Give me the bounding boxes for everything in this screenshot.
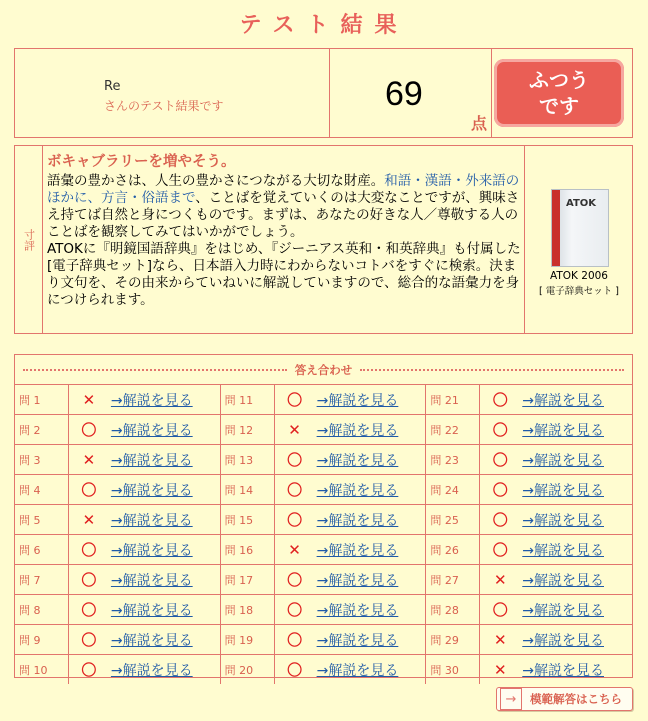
question-number: 問 19 <box>221 625 275 654</box>
question-number: 問 21 <box>426 385 480 414</box>
correct-mark-icon: 〇 <box>287 631 303 649</box>
incorrect-mark-icon: ✕ <box>493 660 507 679</box>
answer-cell <box>275 445 427 474</box>
explanation-link[interactable]: →解説を見る <box>110 542 193 559</box>
incorrect-mark-icon: ✕ <box>493 570 507 589</box>
product-box-logo: ATOK <box>566 198 597 209</box>
answer-cell <box>69 385 221 414</box>
answer-cell <box>480 475 632 504</box>
table-row <box>15 625 632 655</box>
answer-cell <box>275 595 427 624</box>
question-number: 問 13 <box>221 445 275 474</box>
answers-header-label: 答え合わせ <box>294 362 353 377</box>
incorrect-mark-icon: ✕ <box>82 390 96 409</box>
incorrect-mark-icon: ✕ <box>288 540 301 559</box>
correct-mark-icon: 〇 <box>492 601 508 619</box>
answer-cell <box>69 505 221 534</box>
correct-mark-icon: 〇 <box>81 571 97 589</box>
table-row <box>15 445 632 475</box>
explanation-link[interactable]: →解説を見る <box>110 392 193 409</box>
table-row <box>15 655 632 684</box>
comment-heading: ボキャブラリーを増やそう。 <box>47 154 236 170</box>
table-row <box>15 595 632 625</box>
score-area <box>329 49 492 137</box>
answer-cell <box>275 415 427 444</box>
incorrect-mark-icon: ✕ <box>82 510 96 529</box>
comment-text-part: 語彙の豊かさは、人生の豊かさにつながる大切な財産。 <box>47 173 385 189</box>
answer-cell <box>480 415 632 444</box>
correct-mark-icon: 〇 <box>81 601 97 619</box>
explanation-link[interactable]: →解説を見る <box>110 602 193 619</box>
answer-cell <box>69 595 221 624</box>
explanation-link[interactable]: →解説を見る <box>316 542 399 559</box>
explanation-link[interactable]: →解説を見る <box>316 422 399 439</box>
explanation-link[interactable]: →解説を見る <box>522 422 604 439</box>
result-panel <box>14 48 633 138</box>
header-divider-right <box>360 369 624 371</box>
answer-cell <box>69 415 221 444</box>
question-number: 問 7 <box>15 565 69 594</box>
user-result-caption: さんのテスト結果です <box>104 99 224 113</box>
answer-cell <box>480 445 632 474</box>
explanation-link[interactable]: →解説を見る <box>316 392 399 409</box>
explanation-link[interactable]: →解説を見る <box>316 632 399 649</box>
answer-cell <box>69 655 221 684</box>
explanation-link[interactable]: →解説を見る <box>522 452 604 469</box>
question-number: 問 16 <box>221 535 275 564</box>
answer-cell <box>275 385 427 414</box>
arrow-right-icon: → <box>500 688 522 710</box>
question-number: 問 15 <box>221 505 275 534</box>
explanation-link[interactable]: →解説を見る <box>522 482 604 499</box>
explanation-link[interactable]: →解説を見る <box>316 662 399 679</box>
answer-cell <box>69 565 221 594</box>
correct-mark-icon: 〇 <box>81 661 97 679</box>
question-number: 問 24 <box>426 475 480 504</box>
answers-table <box>14 354 633 678</box>
comment-paragraph-1 <box>47 173 523 241</box>
correct-mark-icon: 〇 <box>492 421 508 439</box>
incorrect-mark-icon: ✕ <box>493 630 507 649</box>
question-number: 問 20 <box>221 655 275 684</box>
answer-cell <box>275 505 427 534</box>
answer-cell <box>275 625 427 654</box>
question-number: 問 5 <box>15 505 69 534</box>
correct-mark-icon: 〇 <box>492 391 508 409</box>
answer-cell <box>275 565 427 594</box>
table-row <box>15 385 632 415</box>
correct-mark-icon: 〇 <box>492 481 508 499</box>
score-unit: 点 <box>471 114 488 133</box>
table-row <box>15 415 632 445</box>
correct-mark-icon: 〇 <box>287 571 303 589</box>
table-row <box>15 535 632 565</box>
explanation-link[interactable]: →解説を見る <box>110 512 193 529</box>
explanation-link[interactable]: →解説を見る <box>316 482 399 499</box>
correct-mark-icon: 〇 <box>492 541 508 559</box>
question-number: 問 22 <box>426 415 480 444</box>
explanation-link[interactable]: →解説を見る <box>110 482 193 499</box>
comment-paragraph-2: ATOKに『明鏡国語辞典』をはじめ、『ジーニアス英和・和英辞典』も付属した[電子辞典セット]なら、日本語入力時にわからないコトバをすぐに検索。決まり文句を、その由来からていねいに解説していますので、総合的な語彙力を身につけられます。 <box>47 241 521 308</box>
question-number: 問 27 <box>426 565 480 594</box>
product-promo[interactable] <box>524 146 633 333</box>
table-row <box>15 475 632 505</box>
product-subname: [ 電子辞典セット ] <box>539 286 619 297</box>
comment-highlight: 和語・漢語・外来語のほかに、方言・俗語まで <box>47 173 520 206</box>
rating-line2: です <box>539 94 579 118</box>
explanation-link[interactable]: →解説を見る <box>522 512 604 529</box>
question-number: 問 4 <box>15 475 69 504</box>
explanation-link[interactable]: →解説を見る <box>316 602 399 619</box>
correct-mark-icon: 〇 <box>492 511 508 529</box>
correct-mark-icon: 〇 <box>287 451 303 469</box>
user-info <box>15 49 330 137</box>
product-name: ATOK 2006 <box>550 270 608 282</box>
incorrect-mark-icon: ✕ <box>288 420 301 439</box>
explanation-link[interactable]: →解説を見る <box>522 392 604 409</box>
answers-grid <box>15 385 632 684</box>
correct-mark-icon: 〇 <box>81 421 97 439</box>
answer-cell <box>69 475 221 504</box>
explanation-link[interactable]: →解説を見る <box>110 632 193 649</box>
explanation-link[interactable]: →解説を見る <box>110 662 193 679</box>
answer-cell <box>69 445 221 474</box>
explanation-link[interactable]: →解説を見る <box>316 572 399 589</box>
question-number: 問 12 <box>221 415 275 444</box>
correct-mark-icon: 〇 <box>287 511 303 529</box>
question-number: 問 6 <box>15 535 69 564</box>
explanation-link[interactable]: →解説を見る <box>110 422 193 439</box>
answer-cell <box>480 625 632 654</box>
question-number: 問 11 <box>221 385 275 414</box>
answer-cell <box>69 625 221 654</box>
answer-cell <box>275 475 427 504</box>
question-number: 問 29 <box>426 625 480 654</box>
correct-mark-icon: 〇 <box>492 451 508 469</box>
answer-cell <box>69 535 221 564</box>
correct-mark-icon: 〇 <box>81 631 97 649</box>
product-box-image[interactable] <box>551 189 609 267</box>
comment-text-part: 、ことばを覚えていくのは大変なことですが、興味さえ持てば自然と身につくものです。まずは、あなたの好きな人／尊敬する人のことばを観察してみてはいかがでしょう。 <box>47 190 520 240</box>
explanation-link[interactable]: →解説を見る <box>522 542 604 559</box>
rating-line1: ふつう <box>529 68 589 92</box>
correct-mark-icon: 〇 <box>287 481 303 499</box>
correct-mark-icon: 〇 <box>81 541 97 559</box>
question-number: 問 1 <box>15 385 69 414</box>
question-number: 問 17 <box>221 565 275 594</box>
comment-panel <box>14 145 633 334</box>
incorrect-mark-icon: ✕ <box>82 450 96 469</box>
question-number: 問 30 <box>426 655 480 684</box>
answer-cell <box>275 535 427 564</box>
answer-cell <box>275 655 427 684</box>
score-value: 69 <box>385 75 423 113</box>
question-number: 問 3 <box>15 445 69 474</box>
rating-badge <box>494 59 624 127</box>
user-name: Re <box>104 79 121 94</box>
question-number: 問 23 <box>426 445 480 474</box>
table-row <box>15 565 632 595</box>
explanation-link[interactable]: →解説を見る <box>316 512 399 529</box>
model-answer-label: 模範解答はこちら <box>530 692 622 706</box>
answer-cell <box>480 535 632 564</box>
explanation-link[interactable]: →解説を見る <box>110 572 193 589</box>
question-number: 問 26 <box>426 535 480 564</box>
correct-mark-icon: 〇 <box>287 391 303 409</box>
product-box-stripe <box>552 190 560 266</box>
explanation-link[interactable]: →解説を見る <box>522 662 604 679</box>
model-answer-button[interactable] <box>496 687 633 711</box>
explanation-link[interactable]: →解説を見る <box>522 602 604 619</box>
correct-mark-icon: 〇 <box>287 601 303 619</box>
explanation-link[interactable]: →解説を見る <box>522 572 604 589</box>
correct-mark-icon: 〇 <box>287 661 303 679</box>
answer-cell <box>480 505 632 534</box>
question-number: 問 14 <box>221 475 275 504</box>
answer-cell <box>480 385 632 414</box>
question-number: 問 28 <box>426 595 480 624</box>
question-number: 問 25 <box>426 505 480 534</box>
comment-label: 寸評 <box>15 146 43 333</box>
correct-mark-icon: 〇 <box>81 481 97 499</box>
page-title: テスト結果 <box>239 13 409 38</box>
question-number: 問 9 <box>15 625 69 654</box>
answer-cell <box>480 655 632 684</box>
answer-cell <box>480 565 632 594</box>
answers-header <box>15 355 632 385</box>
question-number: 問 10 <box>15 655 69 684</box>
question-number: 問 18 <box>221 595 275 624</box>
explanation-link[interactable]: →解説を見る <box>522 632 604 649</box>
explanation-link[interactable]: →解説を見る <box>316 452 399 469</box>
question-number: 問 8 <box>15 595 69 624</box>
explanation-link[interactable]: →解説を見る <box>110 452 193 469</box>
answer-cell <box>480 595 632 624</box>
question-number: 問 2 <box>15 415 69 444</box>
table-row <box>15 505 632 535</box>
comment-text <box>47 154 523 309</box>
header-divider-left <box>23 369 287 371</box>
